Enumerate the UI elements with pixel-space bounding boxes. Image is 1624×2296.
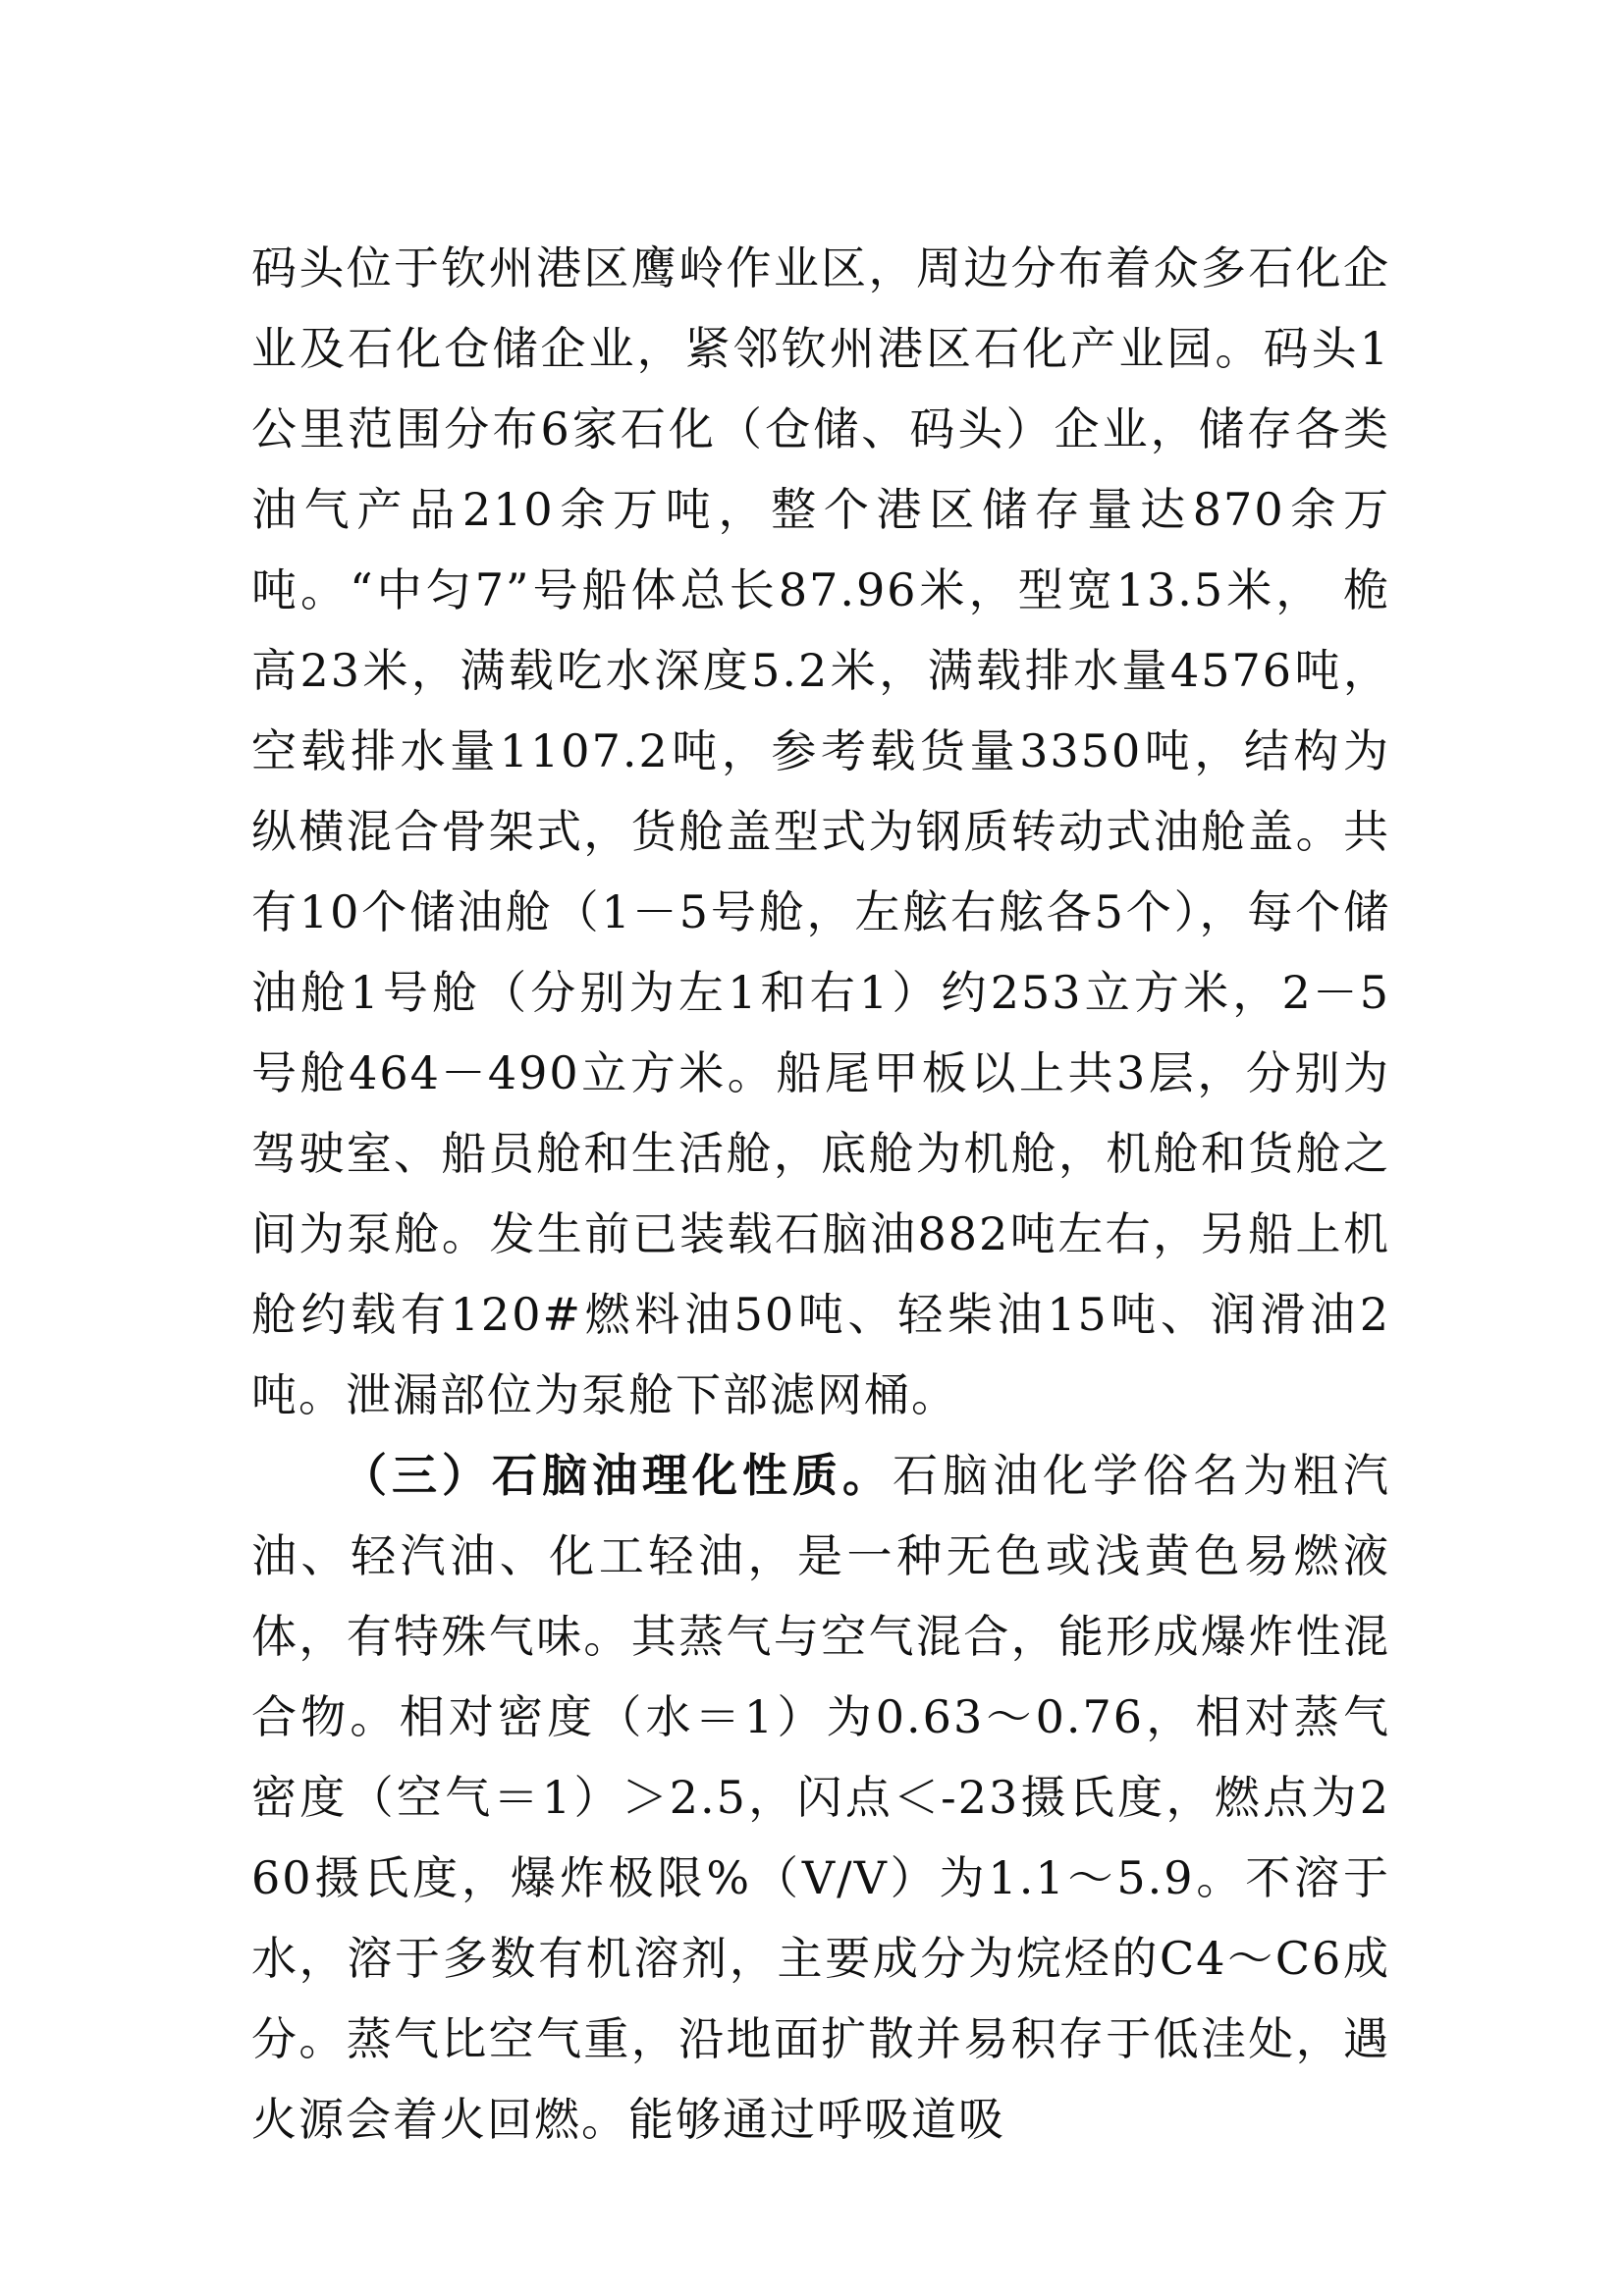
document-page [251, 228, 1390, 2160]
paragraph-wharf-and-vessel: 码头位于钦州港区鹰岭作业区，周边分布着众多石化企业及石化仓储企业，紧邻钦州港区石化产业园。码头1公里范围分布6家石化（仓储、码头）企业，储存各类油气产品210余万吨，整个港区储存量达870余万吨。“中匀7”号船体总长87.96米，型宽13.5米， 桅高23米，满载吃水深度5.2米，满载排水量4576吨，空载排水量1107.2吨，参考载货量3350吨，结构为纵横混合骨架式，货舱盖型式为钢质转动式油舱盖。共有10个储油舱（1－5号舱，左舷右舷各5个），每个储油舱1号舱（分别为左1和右1）约253立方米，2－5号舱464－490立方米。船尾甲板以上共3层，分别为驾驶室、船员舱和生活舱，底舱为机舱，机舱和货舱之间为泵舱。发生前已装载石脑油882吨左右，另船上机舱约载有120#燃料油50吨、轻柴油15吨、润滑油2吨。泄漏部位为泵舱下部滤网桶。 [251, 241, 1390, 1421]
section-heading-naphtha-properties: （三）石脑油理化性质。 [342, 1449, 893, 1502]
paragraph-naphtha-properties-body: 石脑油化学俗名为粗汽油、轻汽油、化工轻油，是一种无色或浅黄色易燃液体，有特殊气味。其蒸气与空气混合，能形成爆炸性混合物。相对密度（水＝1）为0.63～0.76，相对蒸气密度（空气＝1）＞2.5，闪点＜-23摄氏度，燃点为260摄氏度，爆炸极限%（V/V）为1.1～5.9。不溶于水，溶于多数有机溶剂，主要成分为烷烃的C4～C6成分。蒸气比空气重，沿地面扩散并易积存于低洼处，遇火源会着火回燃。能够通过呼吸道吸 [251, 1449, 1390, 2146]
paragraph-naphtha-properties [251, 1435, 1390, 2160]
